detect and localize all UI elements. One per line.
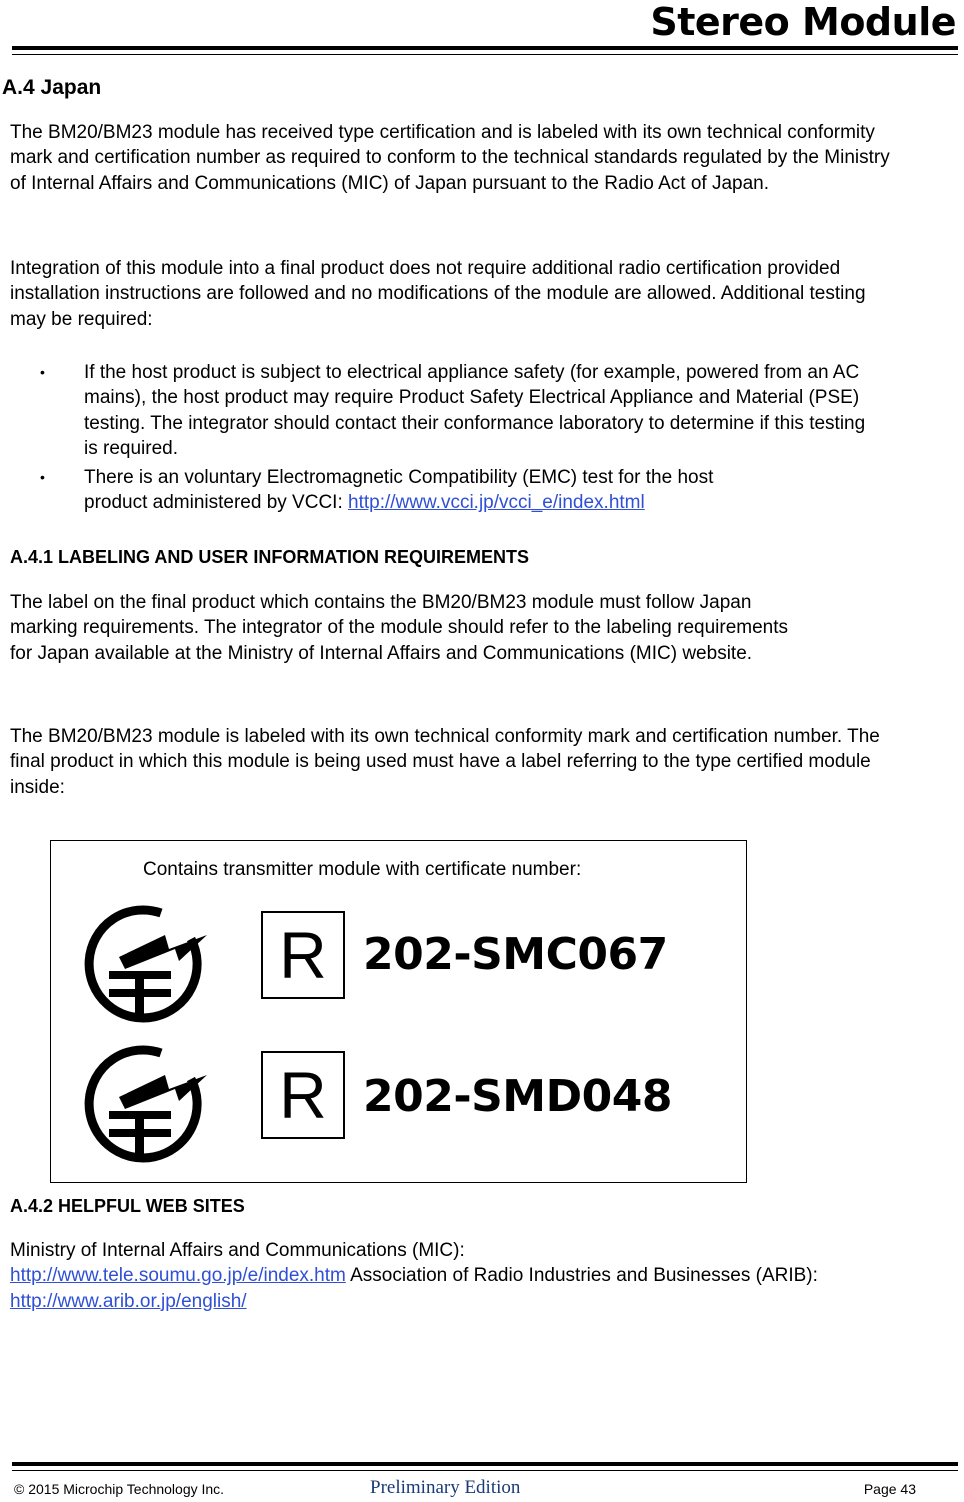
integration-paragraph (10, 256, 890, 332)
websites-heading: A.4.2 HELPFUL WEB SITES (10, 1196, 245, 1216)
footer-page-number: Page 43 (863, 1481, 916, 1497)
bullet-marker: • (40, 364, 45, 380)
footer-copyright: © 2015 Microchip Technology Inc. (14, 1481, 225, 1497)
labeling-text-1: The label on the final product which contains the BM20/BM23 module must follow Japan marking requirements. The integrator of the module should refer to the labeling requirements for Japan available at the Ministry of Internal Affairs and Communications (MIC) website. (10, 592, 789, 664)
list-item (40, 465, 900, 516)
giteki-mark-icon (79, 1039, 209, 1169)
requirements-list (40, 360, 900, 520)
vcci-link[interactable]: http://www.vcci.jp/vcci_e/index.html (348, 492, 645, 514)
footer-edition: Preliminary Edition (370, 1477, 521, 1498)
integration-text: Integration of this module into a final product does not require additional radio certification provided installation instructions are followed and no modifications of the module are allowed. Additional testing may be required: (10, 258, 866, 330)
arib-link[interactable]: http://www.arib.or.jp/english/ (10, 1290, 247, 1312)
labeling-paragraph-1 (10, 590, 810, 666)
cert-number-2: 202-SMD048 (363, 1071, 672, 1122)
intro-text: The BM20/BM23 module has received type certification and is labeled with its own technical conformity mark and certification number as required to conform to the technical standards regulated by the Ministry of Internal Affairs and Communications (MIC) of Japan pursuant to the Radio Act of Japan. (10, 122, 890, 194)
giteki-mark-icon (79, 899, 209, 1029)
header-rule-thin (12, 54, 958, 55)
footer-rule-thin (12, 1470, 958, 1471)
mic-link[interactable]: http://www.tele.soumu.go.jp/e/index.htm (10, 1265, 346, 1287)
footer-rule (12, 1462, 958, 1466)
bullet-marker: • (40, 469, 45, 486)
r-symbol-box: R (261, 911, 345, 999)
list-item-text: There is an voluntary Electromagnetic Compatibility (EMC) test for the host product administered by VCCI: (84, 467, 714, 514)
list-item-content (84, 465, 900, 516)
labeling-text-2: The BM20/BM23 module is labeled with its own technical conformity mark and certification number. The final product in which this module is being used must have a label referring to the type certified module inside: (10, 726, 880, 798)
list-item-text: If the host product is subject to electrical appliance safety (for example, powered from an AC mains), the host product may require Product Safety Electrical Appliance and Material (PSE) testing. The integrator should contact their conformance laboratory to determine if this testing is required. (84, 362, 866, 459)
page-header-title: Stereo Module (650, 0, 956, 44)
header-rule (12, 46, 958, 50)
intro-paragraph (10, 120, 890, 196)
websites-paragraph (10, 1238, 900, 1314)
cert-number-1: 202-SMC067 (363, 929, 668, 980)
cert-row-1 (79, 899, 719, 1029)
mic-text: Ministry of Internal Affairs and Communications (MIC): (10, 1240, 465, 1261)
section-heading: A.4 Japan (2, 76, 102, 99)
cert-row-2 (79, 1039, 719, 1169)
label-caption: Contains transmitter module with certificate number: (143, 859, 582, 880)
labeling-paragraph-2 (10, 724, 910, 800)
certification-label (50, 840, 747, 1183)
arib-text: Association of Radio Industries and Businesses (ARIB): (345, 1265, 818, 1287)
list-item (40, 360, 900, 461)
r-symbol-box: R (261, 1051, 345, 1139)
websites-text (10, 1238, 900, 1314)
labeling-heading: A.4.1 LABELING AND USER INFORMATION REQUIREMENTS (10, 547, 530, 567)
